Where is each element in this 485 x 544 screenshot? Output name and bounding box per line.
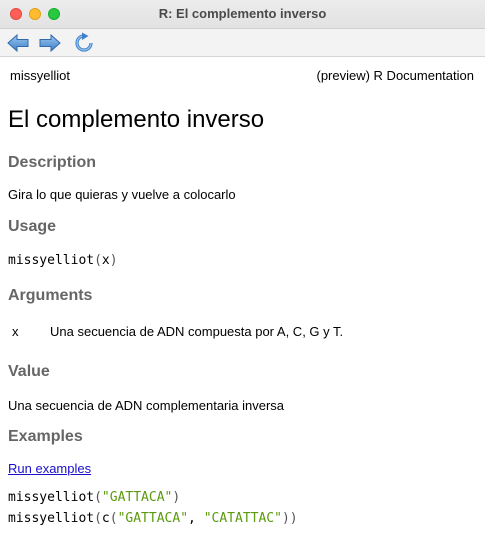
example-2-open-paren: ( bbox=[94, 511, 102, 526]
usage-arg: x bbox=[101, 253, 110, 268]
arguments-heading: Arguments bbox=[8, 287, 93, 304]
run-examples-link[interactable]: Run examples bbox=[8, 461, 92, 476]
example-2-close-paren: ) bbox=[289, 511, 298, 526]
example-line-2 bbox=[8, 511, 298, 526]
description-text: Gira lo que quieras y vuelve a colocarlo bbox=[8, 187, 236, 202]
reload-button[interactable] bbox=[73, 32, 97, 54]
usage-code bbox=[8, 253, 118, 268]
package-name: missyelliot bbox=[10, 68, 70, 83]
usage-fn: missyelliot bbox=[8, 253, 95, 268]
value-heading: Value bbox=[8, 363, 50, 380]
example-2-separator: , bbox=[188, 511, 204, 526]
page-title: El complemento inverso bbox=[8, 106, 265, 133]
argument-description: Una secuencia de ADN compuesta por A, C, G y T. bbox=[50, 324, 344, 339]
usage-close-paren: ) bbox=[109, 253, 118, 268]
description-heading: Description bbox=[8, 154, 97, 171]
arrow-left-icon bbox=[6, 32, 30, 54]
doc-content bbox=[0, 57, 485, 544]
value-text: Una secuencia de ADN complementaria inversa bbox=[8, 398, 285, 413]
arrow-right-icon bbox=[38, 32, 62, 54]
example-1-fn: missyelliot bbox=[8, 490, 95, 505]
example-1-string: "GATTACA" bbox=[101, 490, 173, 505]
title-bar[interactable] bbox=[0, 0, 485, 29]
example-2-string-1: "GATTACA" bbox=[117, 511, 189, 526]
toolbar bbox=[0, 29, 485, 57]
forward-button[interactable] bbox=[38, 32, 62, 54]
usage-open-paren: ( bbox=[94, 253, 102, 268]
usage-heading: Usage bbox=[8, 218, 57, 235]
back-button[interactable] bbox=[6, 32, 30, 54]
example-2-string-2: "CATATTAC" bbox=[203, 511, 282, 526]
window-title: R: El complemento inverso bbox=[158, 6, 327, 21]
example-2-inner-open-paren: ( bbox=[109, 511, 118, 526]
example-line-1 bbox=[8, 490, 180, 505]
reload-icon bbox=[73, 32, 95, 54]
doc-source-label: (preview) R Documentation bbox=[316, 68, 474, 83]
example-1-close-paren: ) bbox=[172, 490, 181, 505]
example-1-open-paren: ( bbox=[94, 490, 102, 505]
argument-name: x bbox=[12, 324, 19, 339]
examples-heading: Examples bbox=[8, 428, 83, 445]
example-2-inner-fn: c bbox=[101, 511, 110, 526]
example-2-fn: missyelliot bbox=[8, 511, 95, 526]
example-2-inner-close-paren: ) bbox=[281, 511, 290, 526]
